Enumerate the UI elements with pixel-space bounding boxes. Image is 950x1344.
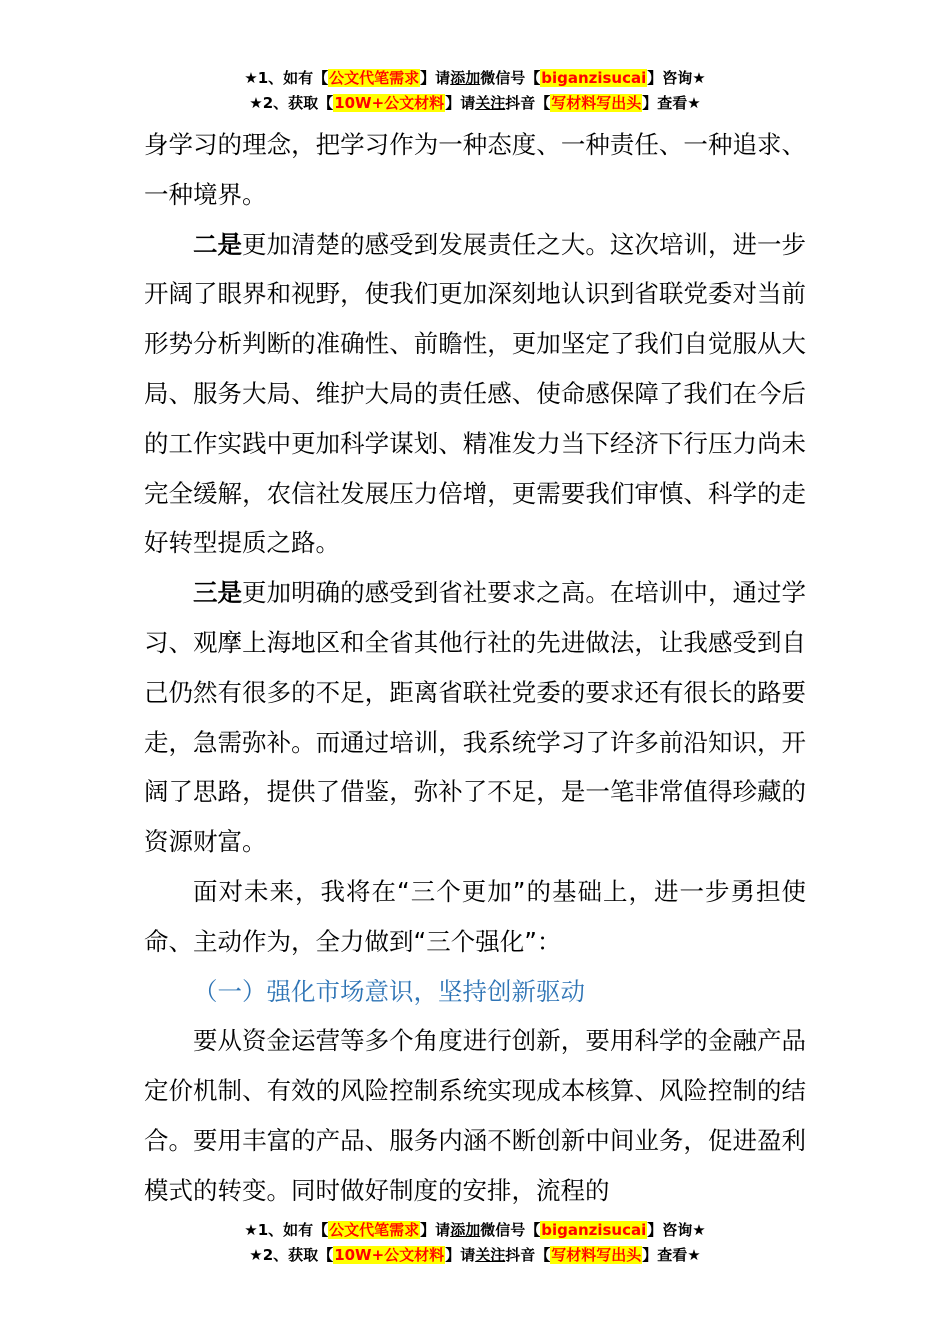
paragraph-4: 面对未来，我将在“三个更加”的基础上，进一步勇担使命、主动作为，全力做到“三个强化”：: [144, 876, 806, 956]
paragraph-3: 三是更加明确的感受到省社要求之高。在培训中，通过学习、观摩上海地区和全省其他行社的先进做法，让我感受到自己仍然有很多的不足，距离省联社党委的要求还有很长的路要走，急需弥补。而通过培训，我系统学习了许多前沿知识，开阔了思路，提供了借鉴，弥补了不足，是一笔非常值得珍藏的资源财富。: [144, 578, 807, 857]
banner-line-1: ★1、如有【公文代笔需求】请添加微信号【biganzisucai】咨询★: [244, 69, 706, 87]
highlight-douyin-account: 写材料写出头: [551, 94, 642, 112]
paragraph-2-lead: 二是: [193, 229, 243, 259]
paragraph-5: 要从资金运营等多个角度进行创新，要用科学的金融产品定价机制、有效的风险控制系统实现成本核算、风险控制的结合。要用丰富的产品、服务内涵不断创新中间业务，促进盈利模式的转变。同时做好制度的安排，流程的: [144, 1026, 806, 1205]
highlight-service: 公文代笔需求: [329, 69, 420, 87]
footer-line-1: ★1、如有【公文代笔需求】请添加微信号【biganzisucai】咨询★: [244, 1221, 706, 1239]
paragraph-1: 身学习的理念，把学习作为一种态度、一种责任、一种追求、一种境界。: [144, 130, 806, 209]
paragraph-3-lead: 三是: [193, 578, 243, 608]
footer-line-2: ★2、获取【10W+公文材料】请关注抖音【写材料写出头】查看★: [249, 1246, 701, 1264]
highlight-wechat-id: biganzisucai: [541, 69, 647, 87]
highlight-materials: 10W+公文材料: [334, 94, 445, 112]
document-body: [144, 120, 806, 1216]
section-heading-1: （一）强化市场意识，坚持创新驱动: [193, 976, 585, 1006]
header-banner: [0, 66, 950, 116]
paragraph-2: 二是更加清楚的感受到发展责任之大。这次培训，进一步开阔了眼界和视野，使我们更加深刻地认识到省联党委对当前形势分析判断的准确性、前瞻性，更加坚定了我们自觉服从大局、服务大局、维护大局的责任感、使命感保障了我们在今后的工作实践中更加科学谋划、精准发力当下经济下行压力尚未完全缓解，农信社发展压力倍增，更需要我们审慎、科学的走好转型提质之路。: [144, 229, 807, 558]
banner-line-2: ★2、获取【10W+公文材料】请关注抖音【写材料写出头】查看★: [249, 94, 701, 112]
footer-banner: [0, 1218, 950, 1268]
